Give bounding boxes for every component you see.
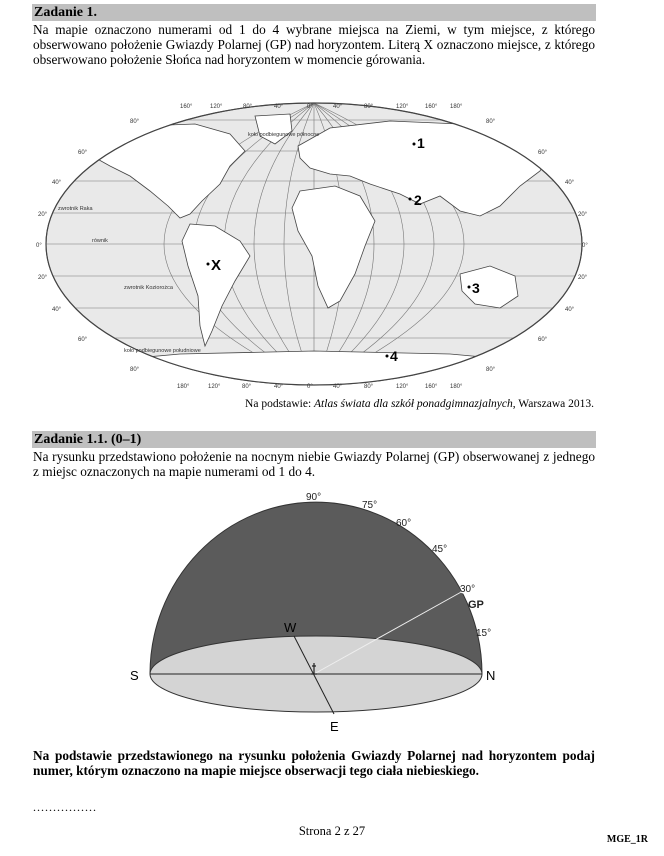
marker-x: X [211, 257, 222, 274]
lat-label-right: 40° [565, 307, 575, 313]
angle-60: 60° [396, 518, 412, 529]
lon-label-top: 0° [307, 104, 313, 110]
marker-dot-4 [386, 355, 389, 358]
lat-label-left: 20° [38, 212, 48, 218]
lon-label-bottom: 40° [333, 384, 343, 390]
lat-label-left: 40° [52, 180, 62, 186]
map-source [245, 398, 594, 410]
lat-label-right: 60° [538, 337, 548, 343]
lon-label-top: 160° [425, 104, 438, 110]
answer-field[interactable]: ................ [33, 800, 97, 814]
lon-label-top: 40° [274, 104, 284, 110]
lon-label-top: 80° [243, 104, 253, 110]
lat-label-right: 40° [565, 180, 575, 186]
equator-label: równik [92, 238, 108, 244]
source-suffix: , Warszawa 2013. [512, 398, 594, 410]
lon-label-bottom: 80° [242, 384, 252, 390]
lat-label-right: 80° [486, 119, 496, 125]
direction-w: W [284, 620, 297, 635]
direction-e: E [330, 719, 339, 734]
marker-2: 2 [414, 192, 422, 208]
tropic-capricorn-label: zwrotnik Koziorożca [124, 285, 173, 291]
marker-3: 3 [472, 280, 480, 296]
marker-1: 1 [417, 135, 425, 151]
lon-label-top: 120° [210, 104, 223, 110]
lon-label-bottom: 120° [396, 384, 409, 390]
direction-n: N [486, 668, 496, 683]
lat-label-right: 80° [486, 367, 496, 373]
lon-label-bottom: 180° [450, 384, 463, 390]
lon-label-bottom: 120° [208, 384, 221, 390]
task-1-text: Na mapie oznaczono numerami od 1 do 4 wybrane miejsca na Ziemi, w tym miejsce, z którego obserwowano położenie Gwiazdy Polarnej (GP) nad horyzontem. Literą X oznaczono miejsce, z którego obserwowano położenie Słońca nad horyzontem w momencie górowania. [33, 22, 595, 68]
lon-label-top: 120° [396, 104, 409, 110]
lat-label-left: 80° [130, 367, 140, 373]
lat-label-left: 60° [78, 337, 88, 343]
lon-label-bottom: 180° [177, 384, 190, 390]
lon-label-bottom: 40° [274, 384, 284, 390]
world-map [30, 96, 598, 396]
task-1-1-heading: Zadanie 1.1. (0–1) [32, 431, 596, 448]
lon-label-bottom: 0° [307, 384, 313, 390]
task-1-heading: Zadanie 1. [32, 4, 596, 21]
lat-label-left: 40° [52, 307, 62, 313]
exam-code: MGE_1R [606, 834, 648, 845]
source-title: Atlas świata dla szkół ponadgimnazjalnych [314, 398, 513, 410]
antarctic-circle-label: koło podbiegunowe południowe [124, 348, 201, 354]
marker-dot-x [207, 263, 210, 266]
angle-75: 75° [362, 500, 378, 511]
lat-label-right: 20° [578, 275, 588, 281]
lat-label-right: 20° [578, 212, 588, 218]
marker-dot-3 [468, 286, 471, 289]
lat-label-left: 20° [38, 275, 48, 281]
sky-diagram [120, 488, 520, 736]
lat-label-left: 80° [130, 119, 140, 125]
angle-30: 30° [460, 584, 476, 595]
lon-label-top: 160° [180, 104, 193, 110]
lon-label-top: 180° [450, 104, 463, 110]
tropic-cancer-label: zwrotnik Raka [58, 206, 93, 212]
angle-45: 45° [432, 544, 448, 555]
lon-label-bottom: 160° [425, 384, 438, 390]
angle-15: 15° [476, 628, 492, 639]
lat-label-right: 60° [538, 150, 548, 156]
lon-label-top: 80° [364, 104, 374, 110]
lon-label-top: 40° [333, 104, 343, 110]
source-prefix: Na podstawie: [245, 398, 315, 410]
lon-label-bottom: 80° [364, 384, 374, 390]
angle-90: 90° [306, 492, 322, 503]
task-1-1-instruction: Na podstawie przedstawionego na rysunku położenia Gwiazdy Polarnej nad horyzontem podaj numer, którym oznaczono na mapie miejsce obserwacji tego ciała niebieskiego. [33, 748, 595, 779]
lat-label-right: 0° [582, 243, 588, 249]
task-1-1-text: Na rysunku przedstawiono położenie na nocnym niebie Gwiazdy Polarnej (GP) obserwowanej z jednego z miejsc oznaczonych na mapie numerami od 1 do 4. [33, 449, 595, 480]
marker-dot-1 [413, 143, 416, 146]
lat-label-left: 0° [36, 243, 42, 249]
lat-label-left: 60° [78, 150, 88, 156]
arctic-circle-label: koło podbiegunowe północne [248, 132, 320, 138]
gp-label: GP [468, 599, 484, 611]
page-number: Strona 2 z 27 [298, 824, 366, 838]
marker-4: 4 [390, 348, 398, 364]
direction-s: S [130, 668, 139, 683]
marker-dot-2 [409, 198, 412, 201]
